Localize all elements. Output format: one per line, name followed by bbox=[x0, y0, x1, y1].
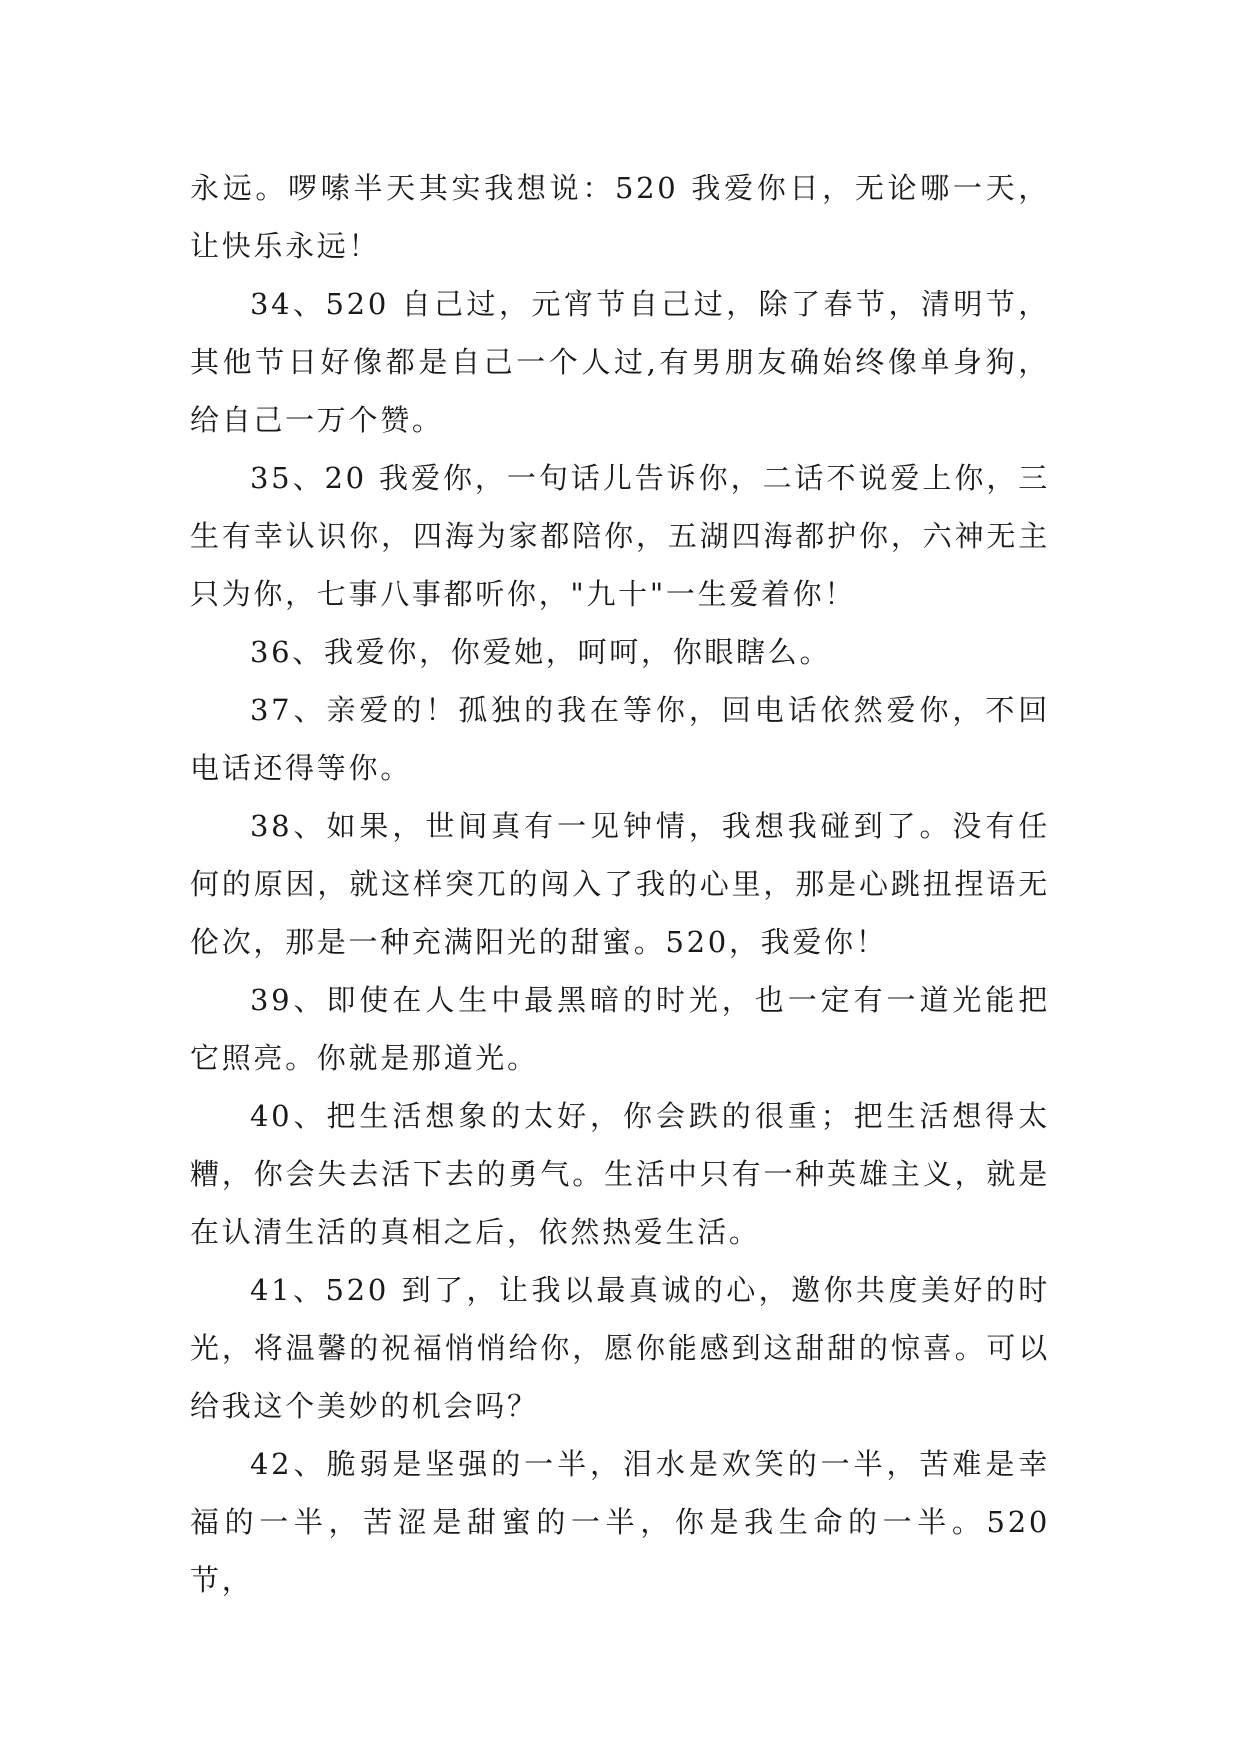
paragraph-37: 37、亲爱的！孤独的我在等你，回电话依然爱你，不回电话还得等你。 bbox=[190, 693, 1050, 785]
paragraph-41: 41、520 到了，让我以最真诚的心，邀你共度美好的时光，将温馨的祝福悄悄给你，愿你能感到这甜甜的惊喜。可以给我这个美妙的机会吗？ bbox=[190, 1273, 1050, 1423]
paragraph-40: 40、把生活想象的太好，你会跌的很重；把生活想得太糟，你会失去活下去的勇气。生活中只有一种英雄主义，就是在认清生活的真相之后，依然热爱生活。 bbox=[190, 1099, 1050, 1249]
document-body bbox=[190, 159, 1050, 1609]
paragraph-35: 35、20 我爱你，一句话儿告诉你，二话不说爱上你，三生有幸认识你，四海为家都陪你，五湖四海都护你，六神无主只为你，七事八事都听你，"九十"一生爱着你！ bbox=[190, 461, 1050, 611]
paragraph-36: 36、我爱你，你爱她，呵呵，你眼瞎么。 bbox=[250, 635, 832, 669]
paragraph-38: 38、如果，世间真有一见钟情，我想我碰到了。没有任何的原因，就这样突兀的闯入了我的心里，那是心跳扭捏语无伦次，那是一种充满阳光的甜蜜。520，我爱你！ bbox=[190, 809, 1050, 959]
paragraph-39: 39、即使在人生中最黑暗的时光，也一定有一道光能把它照亮。你就是那道光。 bbox=[190, 983, 1050, 1075]
paragraph-34: 34、520 自己过，元宵节自己过，除了春节，清明节，其他节日好像都是自己一个人过,有男朋友确始终像单身狗，给自己一万个赞。 bbox=[190, 287, 1050, 437]
paragraph-42: 42、脆弱是坚强的一半，泪水是欢笑的一半，苦难是幸福的一半，苦涩是甜蜜的一半，你是我生命的一半。520 节， bbox=[190, 1447, 1050, 1597]
paragraph-continuation: 永远。啰嗦半天其实我想说：520 我爱你日，无论哪一天，让快乐永远！ bbox=[190, 171, 1050, 263]
